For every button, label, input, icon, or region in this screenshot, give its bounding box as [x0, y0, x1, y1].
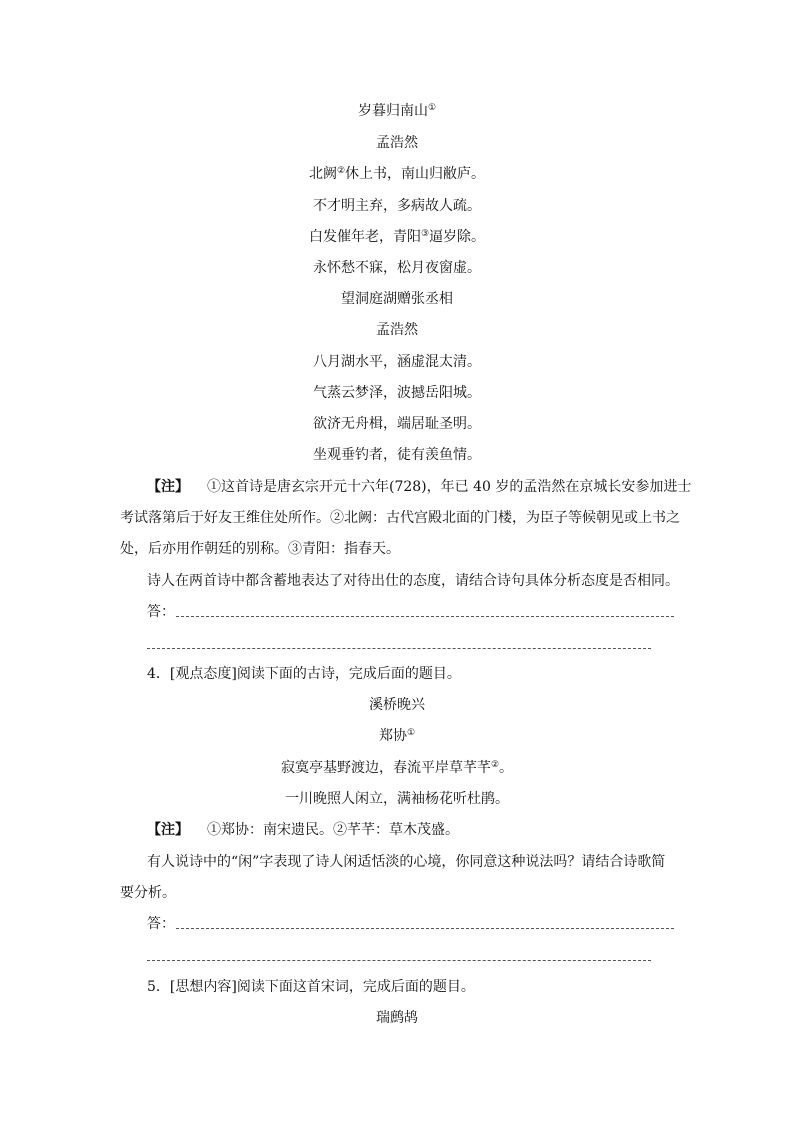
q3-answer-label: 答：: [147, 604, 175, 620]
q3-answer-line-1[interactable]: [176, 616, 674, 617]
q5-poem-title: 瑞鹧鸪: [376, 1010, 418, 1026]
q4-answer-line-1[interactable]: [176, 928, 674, 929]
poem1-line1: 北阙②休上书，南山归敝庐。: [308, 166, 486, 182]
poem2-title: 望洞庭湖赠张丞相: [341, 291, 453, 307]
poem2-author: 孟浩然: [376, 322, 418, 338]
q3-answer-line-2[interactable]: [147, 648, 651, 649]
note1-line2: 考试落第后于好友王维住处所作。②北阙：古代宫殿北面的门楼，为臣子等候朝见或上书之: [120, 510, 680, 526]
q4-poem-line1: 寂寞亭基野渡边，春流平岸草芊芊②。: [280, 760, 514, 776]
q4-note: 【注】 ①郑协：南宋遗民。②芊芊：草木茂盛。: [147, 822, 459, 838]
q4-intro: 4．[观点态度]阅读下面的古诗，完成后面的题目。: [147, 666, 461, 682]
poem1-title: 岁暮归南山①: [357, 103, 437, 119]
poem2-line1: 八月湖水平，涵虚混太清。: [313, 354, 481, 370]
q4-answer-label: 答：: [147, 916, 175, 932]
poem1-line4: 永怀愁不寐，松月夜窗虚。: [313, 260, 481, 276]
poem1-line3: 白发催年老，青阳③逼岁除。: [308, 229, 486, 245]
poem1-line2: 不才明主弃，多病故人疏。: [313, 198, 481, 214]
note1-line3: 处，后亦用作朝廷的别称。③青阳：指春天。: [120, 541, 400, 557]
poem2-line4: 坐观垂钓者，徒有羡鱼情。: [313, 447, 481, 463]
poem2-line2: 气蒸云梦泽，波撼岳阳城。: [313, 385, 481, 401]
note1-line1: 【注】 ①这首诗是唐玄宗开元十六年(728)，年已 40 岁的孟浩然在京城长安参加进士: [147, 479, 692, 495]
q4-answer-line-2[interactable]: [147, 960, 651, 961]
q4-question-line2: 要分析。: [120, 885, 176, 901]
q5-intro: 5．[思想内容]阅读下面这首宋词，完成后面的题目。: [147, 979, 475, 995]
poem2-line3: 欲济无舟楫，端居耻圣明。: [313, 416, 481, 432]
q4-poem-author: 郑协①: [378, 728, 416, 744]
note-label: 【注】: [147, 479, 189, 495]
q4-poem-title: 溪桥晚兴: [369, 697, 425, 713]
note-label: 【注】: [147, 822, 189, 838]
q4-poem-line2: 一川晚照人闲立，满袖杨花听杜鹃。: [285, 791, 509, 807]
q4-question-line1: 有人说诗中的“闲”字表现了诗人闲适恬淡的心境，你同意这种说法吗？请结合诗歌简: [147, 854, 666, 870]
poem1-author: 孟浩然: [376, 135, 418, 151]
q3-question: 诗人在两首诗中都含蓄地表达了对待出仕的态度，请结合诗句具体分析态度是否相同。: [147, 573, 679, 589]
